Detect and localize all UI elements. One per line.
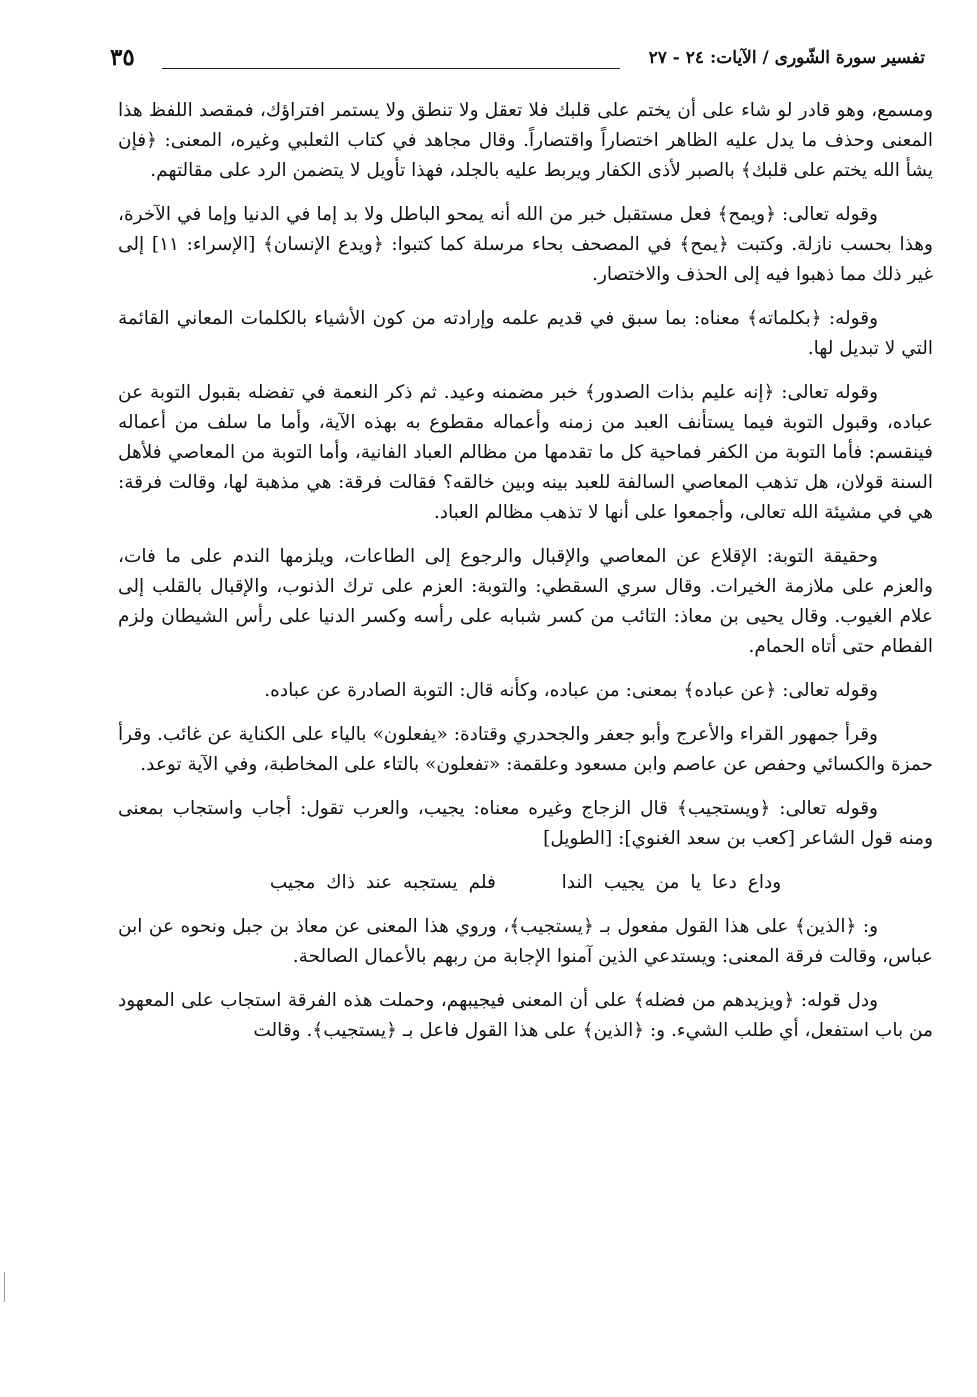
paragraph: وقوله تعالى: ﴿ويستجيب﴾ قال الزجاج وغيره معناه: يجيب، والعرب تقول: أجاب واستجاب بمعنى ومنه قول الشاعر [كعب بن سعد الغنوي]: [الطويل]: [118, 798, 933, 849]
poetry-verse: [118, 868, 933, 898]
page-body: [118, 96, 933, 1060]
paragraph: ومسمع، وهو قادر لو شاء على أن يختم على قلبك فلا تعقل ولا تنطق ولا يستمر افتراؤك، فمقصد اللفظ هذا المعنى وحذف ما يدل عليه الظاهر اختصاراً واقتصاراً. وقال مجاهد في كتاب الثعلبي وغيره، المعنى: ﴿فإن يشأ الله يختم على قلبك﴾ بالصبر لأذى الكفار ويربط عليه بالجلد، فهذا تأويل لا يتضمن الرد على مقالتهم.: [118, 100, 933, 181]
paragraph: وقوله تعالى: ﴿عن عباده﴾ بمعنى: من عباده، وكأنه قال: التوبة الصادرة عن عباده.: [264, 680, 878, 701]
header-rule: [162, 68, 620, 69]
paragraph: وقوله تعالى: ﴿ويمح﴾ فعل مستقبل خبر من الله أنه يمحو الباطل ولا بد إما في الدنيا وإما في الآخرة، وهذا بحسب نازلة. وكتبت ﴿يمح﴾ في المصحف بحاء مرسلة كما كتبوا: ﴿ويدع الإنسان﴾ [الإسراء: ١١] إلى غير ذلك مما ذهبوا فيه إلى الحذف والاختصار.: [118, 204, 933, 285]
paragraph: وقرأ جمهور القراء والأعرج وأبو جعفر والجحدري وقتادة: «يفعلون» بالياء على الكناية عن غائب. وقرأ حمزة والكسائي وحفص عن عاصم وابن مسعود وعلقمة: «تفعلون» بالتاء على المخاطبة، وفي الآية توعد.: [118, 724, 933, 775]
verse-hemistich-second: فلم يستجبه عند ذاك مجيب: [269, 872, 496, 893]
paragraph: و: ﴿الذين﴾ على هذا القول مفعول بـ ﴿يستجيب﴾، وروي هذا المعنى عن معاذ بن جبل ونحوه عن ابن عباس، وقالت فرقة المعنى: ويستدعي الذين آمنوا الإجابة من ربهم بالأعمال الصالحة.: [118, 916, 933, 967]
paragraph: ودل قوله: ﴿ويزيدهم من فضله﴾ على أن المعنى فيجيبهم، وحملت هذه الفرقة استجاب على المعهود من باب استفعل، أي طلب الشيء. و: ﴿الذين﴾ على هذا القول فاعل بـ ﴿يستجيب﴾. وقالت: [118, 990, 933, 1041]
page-header: [110, 44, 925, 84]
verse-hemistich-first: وداع دعا يا من يجيب الندا: [561, 872, 782, 893]
paragraph: وقوله تعالى: ﴿إنه عليم بذات الصدور﴾ خبر مضمنه وعيد. ثم ذكر النعمة في تفضله بقبول التوبة عن عباده، وقبول التوبة فيما يستأنف العبد من زمنه وأعماله مقطوع به بهذه الآية، وأما ما سلف من أعماله فينقسم: فأما التوبة من الكفر فماحية كل ما تقدمها من مظالم العباد الفانية، وأما التوبة من المعاصي فلأهل السنة قولان، هل تذهب المعاصي السالفة للعبد بينه وبين خالقه؟ فقالت فرقة: هي مذهبة لها، وقالت فرقة: هي في مشيئة الله تعالى، وأجمعوا على أنها لا تذهب مظالم العباد.: [118, 382, 933, 523]
page-number: ٣٥: [110, 44, 135, 71]
running-title: تفسير سورة الشّورى / الآيات: ٢٤ - ٢٧: [648, 48, 925, 68]
paragraph: وحقيقة التوبة: الإقلاع عن المعاصي والإقبال والرجوع إلى الطاعات، ويلزمها الندم على ما فات، والعزم على ملازمة الخيرات. وقال سري السقطي: والتوبة: العزم على ترك الذنوب، والإقبال بالقلب إلى علام الغيوب. وقال يحيى بن معاذ: التائب من كسر شبابه على رأسه وكسر الدنيا على رأس الشيطان ولزم الفطام حتى أتاه الحمام.: [118, 546, 933, 657]
paragraph: وقوله: ﴿بكلماته﴾ معناه: بما سبق في قديم علمه وإرادته من كون الأشياء بالكلمات المعاني القائمة التي لا تبديل لها.: [118, 308, 933, 359]
scan-edge-mark: [4, 1272, 5, 1302]
